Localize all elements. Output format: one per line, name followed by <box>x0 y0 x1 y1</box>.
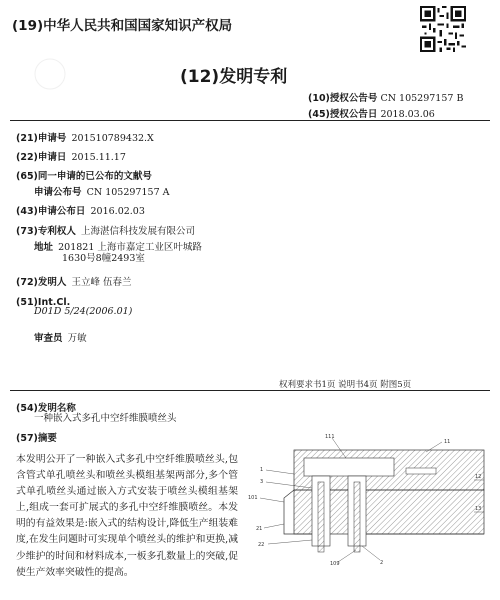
abstract-label: (57)摘要 <box>16 433 57 444</box>
drawing-label-11: 11 <box>444 439 451 445</box>
sipo-emblem-icon <box>30 55 70 93</box>
ipc-label: (51)Int.Cl. <box>16 297 71 308</box>
examiner-value: 万敏 <box>67 333 87 344</box>
qr-code-icon <box>420 6 466 52</box>
title-label: (54)发明名称 <box>16 403 76 414</box>
app-no-label: (21)申请号 <box>16 133 67 144</box>
app-pub-date-value: 2016.02.03 <box>90 206 145 217</box>
drawing-label-3: 3 <box>260 479 264 485</box>
ipc-value: D01D 5/24(2006.01) <box>34 306 133 317</box>
cavity <box>304 458 394 476</box>
drawing-label-101: 101 <box>248 495 258 501</box>
pub-date-value: 2018.03.06 <box>380 109 435 120</box>
cross-section-drawing <box>246 432 490 582</box>
drawing-label-109: 109 <box>330 561 340 567</box>
filing-date-value: 2015.11.17 <box>71 152 126 163</box>
page-counts: 权利要求书1页 说明书4页 附图5页 <box>279 380 412 390</box>
prior-pub-value: CN 105297157 A <box>86 187 170 198</box>
prior-pub-heading: (65)同一申请的已公布的文献号 <box>16 171 152 182</box>
prior-pub-label: 申请公布号 <box>34 187 82 198</box>
inventor-label: (72)发明人 <box>16 277 67 288</box>
pub-date-label: (45)授权公告日 <box>308 109 378 120</box>
section-rule <box>10 390 490 391</box>
document-type: (12)发明专利 <box>180 67 288 87</box>
patentee-value: 上海湛信科技发展有限公司 <box>81 226 196 237</box>
drawing-label-22: 22 <box>258 542 265 548</box>
drawing-label-21: 21 <box>256 526 263 532</box>
inventor-value: 王立峰 伍春兰 <box>71 277 132 288</box>
pub-no-value: CN 105297157 B <box>380 93 464 104</box>
abstract-text: 本发明公开了一种嵌入式多孔中空纤维膜喷丝头,包含管式单孔喷丝头和喷丝头模组基架两部分,多个管式单孔喷丝头通过嵌入方式安装于喷丝头模组基架上,组成一套可扩展式的多孔中空纤维膜喷丝。本发明的有益效果是:嵌入式的结构设计,降低生产组装难度,在发生问题时可实现单个喷丝头的维护和更换,减少维护的时间和材料成本,一板多孔数量上的突破,促使生产效率突破性的提高。 <box>16 454 238 578</box>
drawing-label-111: 111 <box>325 434 335 440</box>
drawing-label-12: 12 <box>475 474 482 480</box>
invention-title: 一种嵌入式多孔中空纤维膜喷丝头 <box>34 413 177 424</box>
filing-date-label: (22)申请日 <box>16 152 67 163</box>
header-rule <box>10 120 490 121</box>
address-line1: 201821 上海市嘉定工业区叶城路 <box>58 242 202 253</box>
drawing-label-1: 1 <box>260 467 264 473</box>
capillary-right <box>354 482 360 552</box>
app-no-value: 201510789432.X <box>71 133 154 144</box>
app-pub-date-label: (43)申请公布日 <box>16 206 86 217</box>
address-line2: 1630号8幢2493室 <box>62 253 145 264</box>
examiner-label: 审查员 <box>34 333 63 344</box>
office-title: (19)中华人民共和国国家知识产权局 <box>12 18 233 34</box>
address-label: 地址 <box>34 242 54 253</box>
pub-no-label: (10)授权公告号 <box>308 93 378 104</box>
drawing-label-13: 13 <box>475 506 482 512</box>
drawing-label-2: 2 <box>380 560 384 566</box>
capillary-left <box>318 482 324 552</box>
patentee-label: (73)专利权人 <box>16 226 76 237</box>
